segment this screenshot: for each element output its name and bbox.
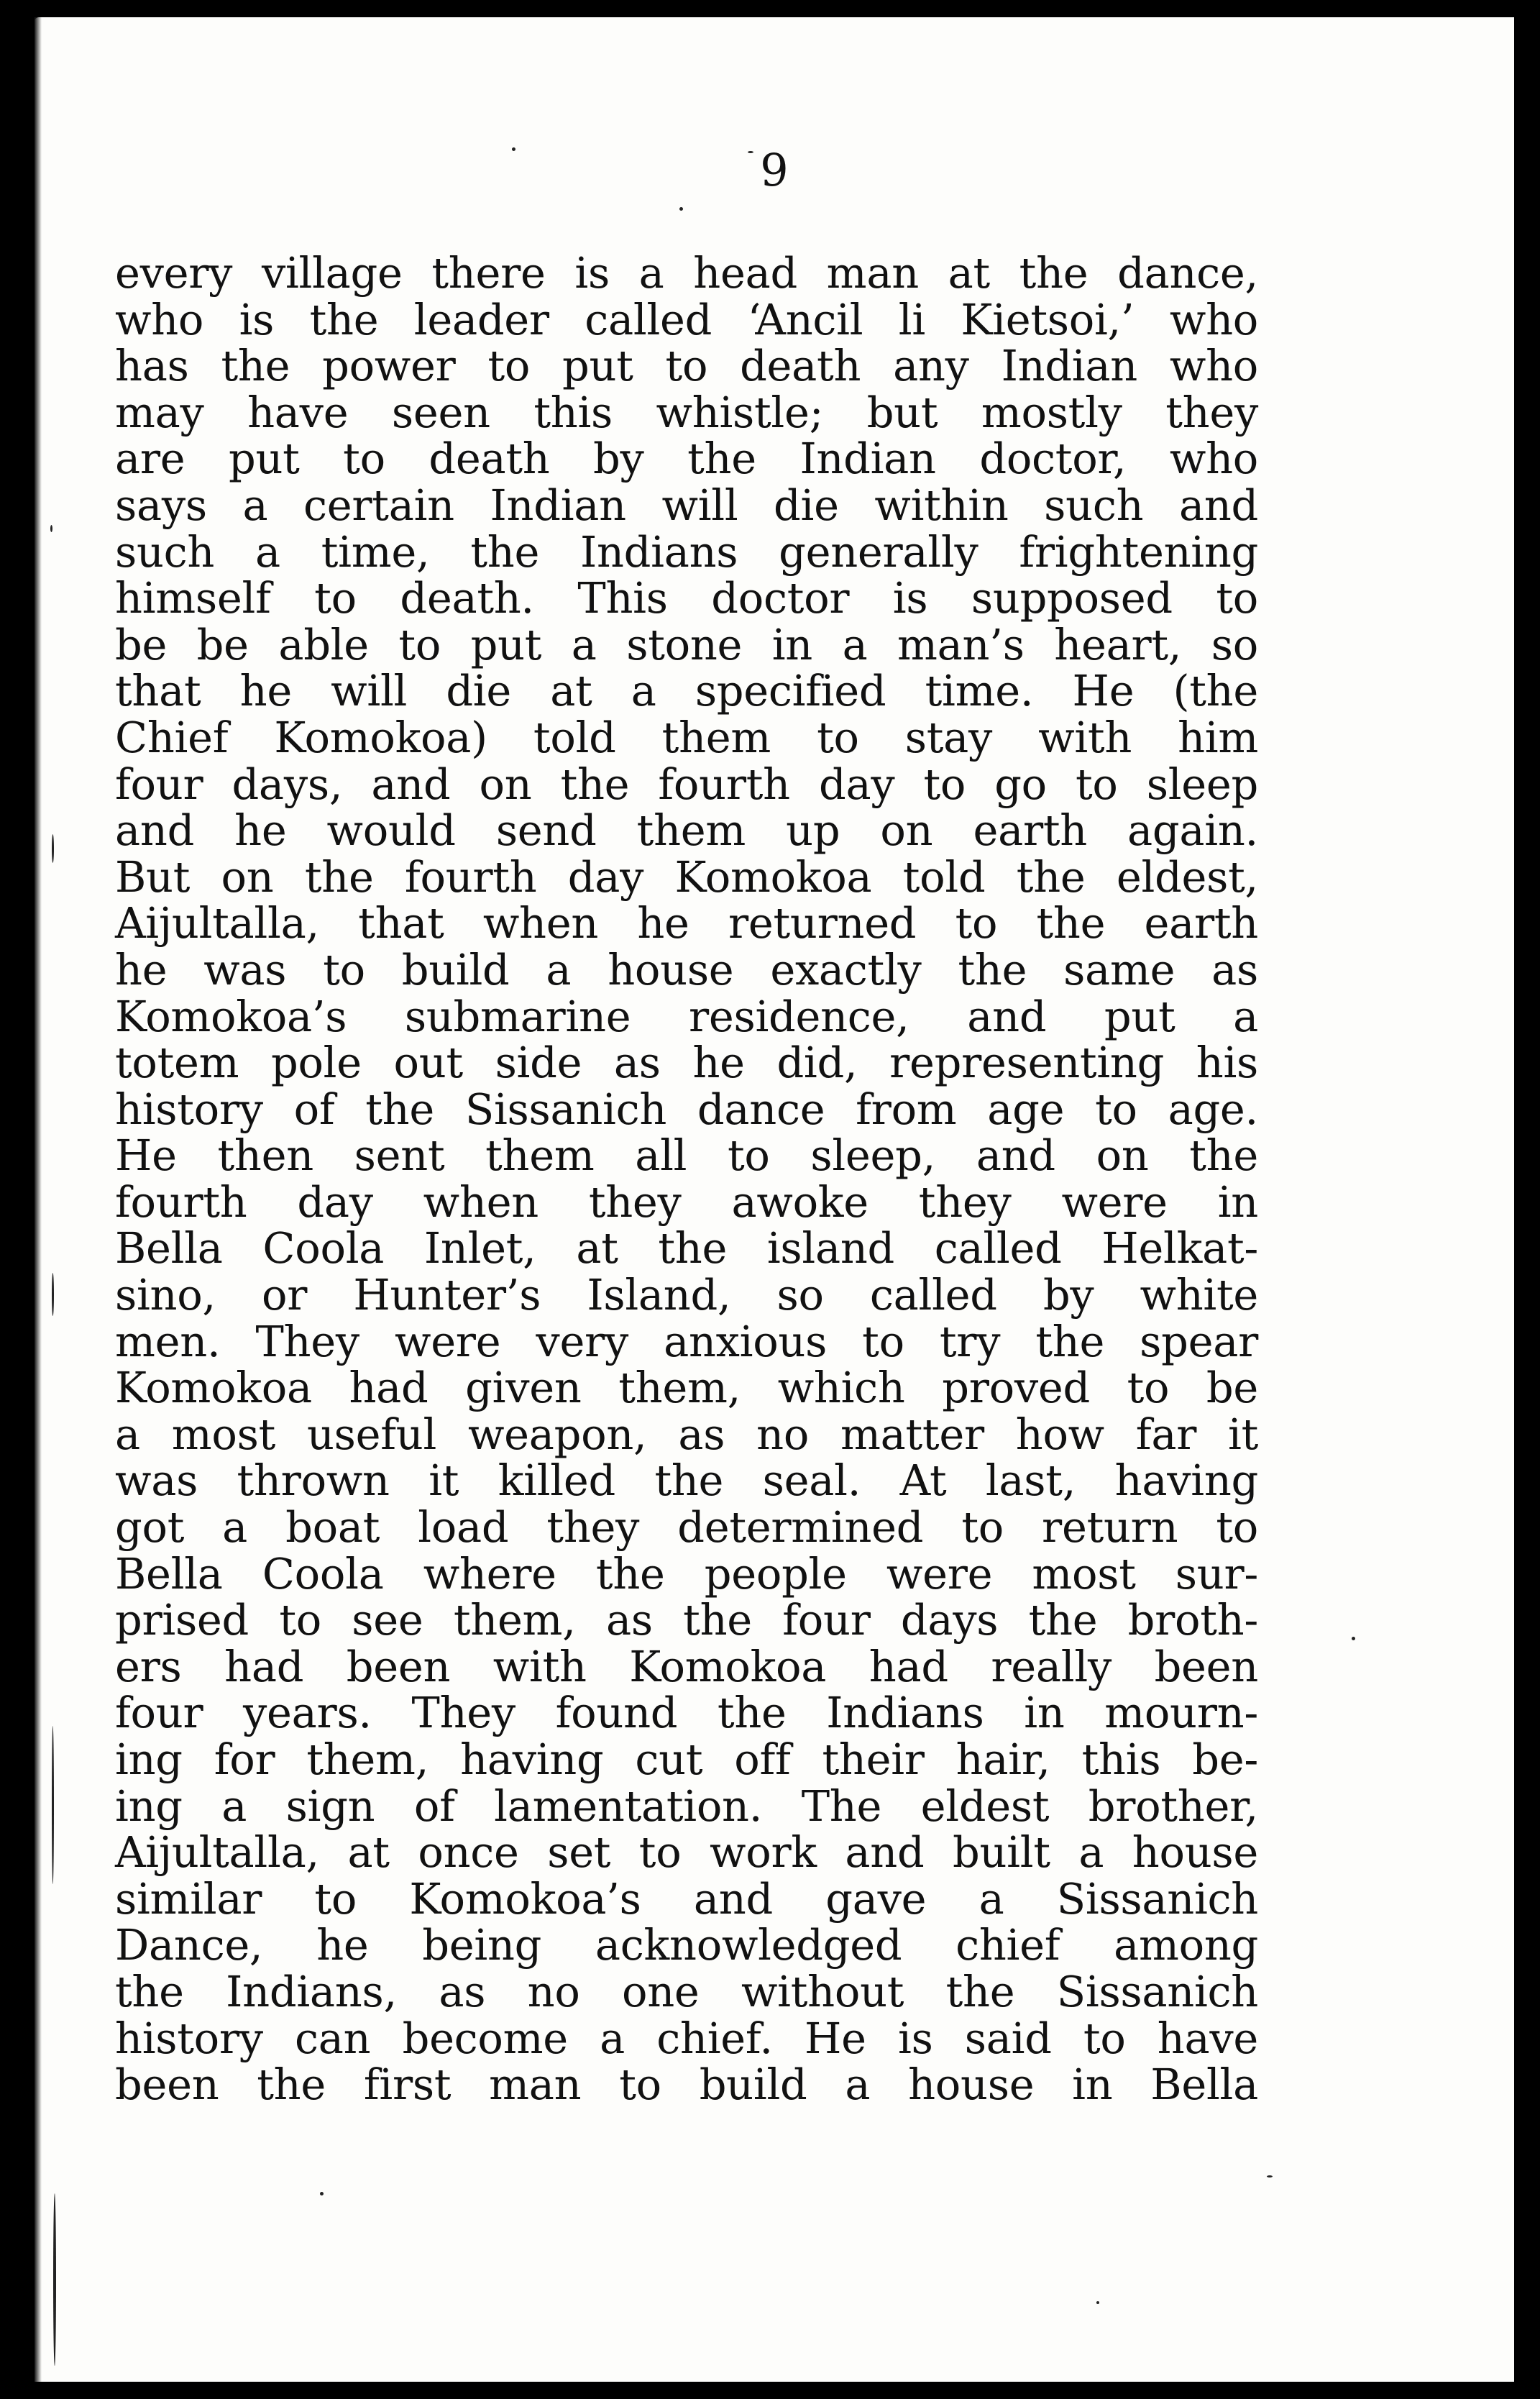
text-line: totem pole out side as he did, representing his bbox=[115, 1038, 1258, 1088]
text-line: four days, and on the fourth day to go to sleep bbox=[115, 759, 1258, 809]
text-line: has the power to put to death any Indian who bbox=[115, 341, 1258, 391]
scan-speck bbox=[1096, 2301, 1099, 2304]
text-line: such a time, the Indians generally frightening bbox=[115, 526, 1258, 577]
text-line: may have seen this whistle; but mostly they bbox=[115, 387, 1258, 437]
scan-speck bbox=[52, 1726, 54, 1884]
text-line: be be able to put a stone in a man’s heart, so bbox=[115, 619, 1258, 670]
text-line: Aijultalla, at once set to work and built a house bbox=[115, 1827, 1258, 1878]
text-line: history can become a chief. He is said to have bbox=[115, 2013, 1258, 2063]
text-line: ing for them, having cut off their hair, this be- bbox=[115, 1735, 1258, 1784]
text-line: been the first man to build a house in Bella bbox=[115, 2060, 1258, 2110]
scan-speck bbox=[748, 151, 753, 153]
text-line: every village there is a head man at the dance, bbox=[115, 248, 1258, 298]
text-line: the Indians, as no one without the Sissanich bbox=[115, 1966, 1258, 2016]
text-line: ers had been with Komokoa had really been bbox=[115, 1641, 1258, 1691]
scan-speck bbox=[50, 525, 52, 532]
text-line: got a boat load they determined to return to bbox=[115, 1502, 1258, 1553]
text-line: himself to death. This doctor is supposed to bbox=[115, 573, 1258, 623]
text-line: says a certain Indian will die within such and bbox=[115, 480, 1258, 530]
text-line: Komokoa had given them, which proved to be bbox=[115, 1363, 1258, 1413]
text-line: prised to see them, as the four days the broth- bbox=[115, 1595, 1258, 1645]
text-line: a most useful weapon, as no matter how far it bbox=[115, 1409, 1258, 1459]
scan-speck bbox=[52, 834, 54, 863]
scan-speck bbox=[512, 147, 515, 151]
scan-speck bbox=[53, 2193, 56, 2366]
text-line: Chief Komokoa) told them to stay with him bbox=[115, 712, 1258, 762]
book-page bbox=[35, 17, 1514, 2382]
text-line: Bella Coola where the people were most sur- bbox=[115, 1548, 1258, 1599]
text-line: are put to death by the Indian doctor, who bbox=[115, 434, 1258, 484]
scan-speck bbox=[1267, 2175, 1273, 2178]
text-line: that he will die at a specified time. He (the bbox=[115, 666, 1258, 716]
text-line: he was to build a house exactly the same as bbox=[115, 944, 1258, 995]
page-spine-shadow bbox=[35, 17, 42, 2382]
text-line: four years. They found the Indians in mourn- bbox=[115, 1688, 1258, 1738]
scan-speck bbox=[679, 207, 683, 211]
scan-speck bbox=[320, 2192, 324, 2195]
scan-speck bbox=[52, 1273, 54, 1316]
text-line: who is the leader called ‘Ancil li Kietsoi,’ who bbox=[115, 294, 1258, 344]
text-line: But on the fourth day Komokoa told the eldest, bbox=[115, 851, 1258, 902]
text-line: men. They were very anxious to try the spear bbox=[115, 1316, 1258, 1366]
text-line: He then sent them all to sleep, and on the bbox=[115, 1130, 1258, 1181]
text-line: Komokoa’s submarine residence, and put a bbox=[115, 991, 1258, 1041]
text-line: Bella Coola Inlet, at the island called Helkat- bbox=[115, 1223, 1258, 1274]
body-text bbox=[115, 250, 1258, 2108]
text-line: similar to Komokoa’s and gave a Sissanich bbox=[115, 1873, 1258, 1924]
text-line: history of the Sissanich dance from age to age. bbox=[115, 1084, 1258, 1134]
text-line: Dance, he being acknowledged chief among bbox=[115, 1920, 1258, 1970]
text-line: and he would send them up on earth again. bbox=[115, 805, 1258, 856]
scan-speck bbox=[1352, 1637, 1355, 1640]
page-number: 9 bbox=[760, 144, 789, 196]
text-line: fourth day when they awoke they were in bbox=[115, 1176, 1258, 1227]
text-line: Aijultalla, that when he returned to the earth bbox=[115, 898, 1258, 949]
text-line: ing a sign of lamentation. The eldest brother, bbox=[115, 1781, 1258, 1831]
text-line: sino, or Hunter’s Island, so called by white bbox=[115, 1270, 1258, 1320]
text-line: was thrown it killed the seal. At last, having bbox=[115, 1456, 1258, 1506]
